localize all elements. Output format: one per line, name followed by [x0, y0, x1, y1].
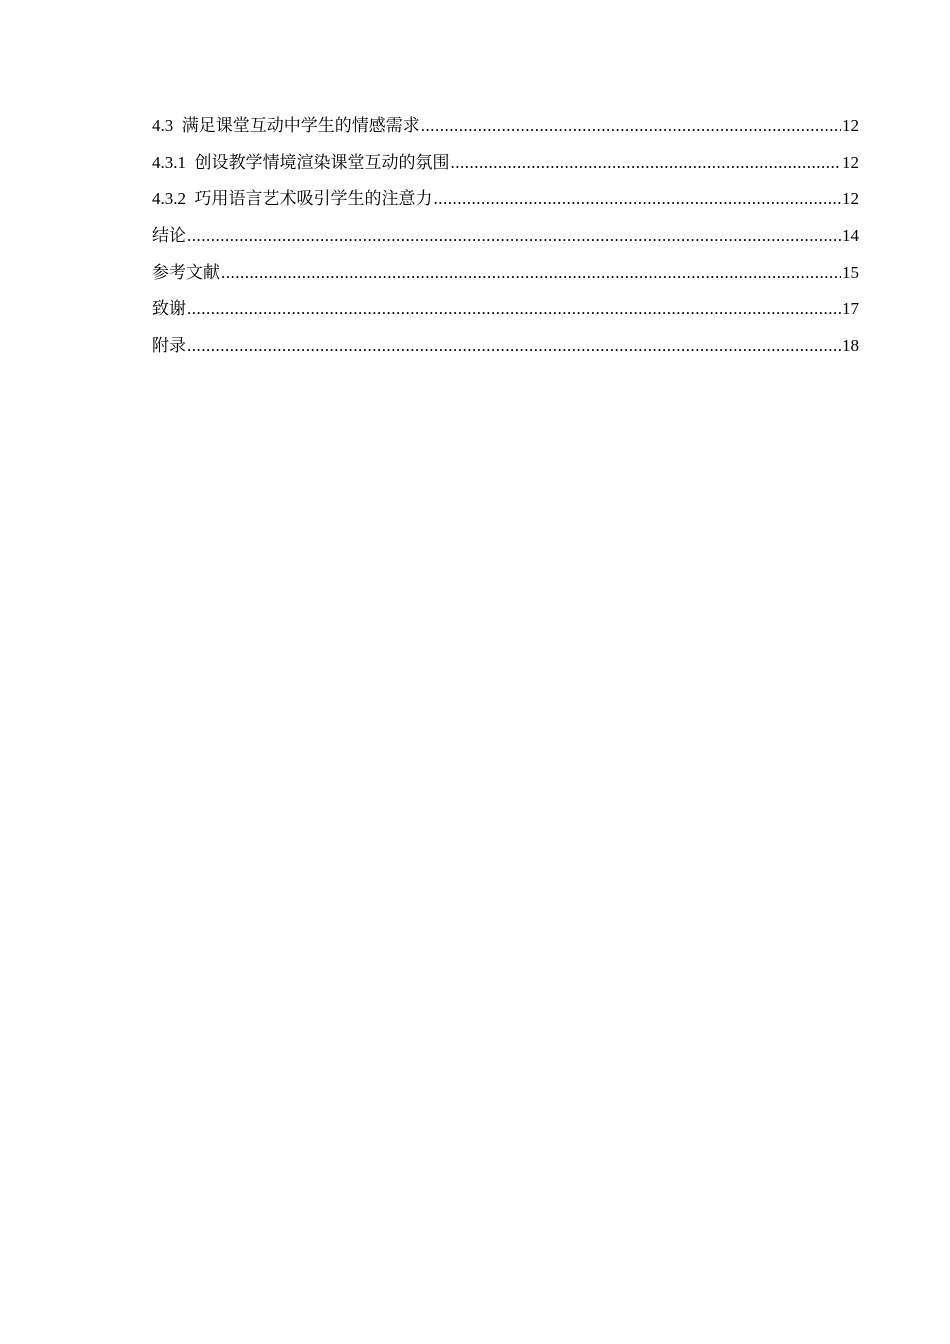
- toc-entry-title: 创设教学情境渲染课堂互动的氛围: [194, 152, 450, 172]
- toc-entry-page: 12: [842, 152, 859, 172]
- toc-entry-page: 15: [842, 262, 859, 282]
- toc-dot-leader: [187, 223, 841, 249]
- toc-dot-leader: [421, 113, 841, 139]
- table-of-contents: [152, 113, 859, 370]
- toc-entry-title: 巧用语言艺术吸引学生的注意力: [194, 189, 433, 209]
- toc-dot-leader: [434, 186, 842, 212]
- toc-entry-title: 致谢: [152, 299, 186, 319]
- toc-entry-number: 4.3: [152, 116, 174, 135]
- toc-entry-title: 满足课堂互动中学生的情感需求: [181, 116, 420, 135]
- toc-entry-page: 14: [842, 226, 859, 246]
- toc-dot-leader: [187, 333, 841, 359]
- toc-dot-leader: [221, 260, 841, 286]
- toc-entry-page: 12: [842, 116, 859, 135]
- toc-entry-page: 17: [842, 299, 859, 319]
- toc-dot-leader: [451, 150, 842, 176]
- toc-entry-title: 参考文献: [152, 262, 220, 282]
- toc-entry-title: 附录: [152, 336, 186, 356]
- toc-entry[interactable]: [152, 296, 859, 333]
- toc-dot-leader: [187, 296, 841, 322]
- toc-entry[interactable]: [152, 260, 859, 297]
- toc-entry-page: 12: [842, 189, 859, 209]
- toc-entry[interactable]: [152, 333, 859, 370]
- toc-entry[interactable]: [152, 150, 859, 187]
- toc-entry-page: 18: [842, 336, 859, 356]
- toc-entry[interactable]: [152, 223, 859, 260]
- toc-entry-number: 4.3.2: [152, 189, 186, 209]
- toc-entry-number: 4.3.1: [152, 152, 186, 172]
- toc-entry-title: 结论: [152, 226, 186, 246]
- toc-entry[interactable]: [152, 113, 859, 150]
- toc-entry[interactable]: [152, 186, 859, 223]
